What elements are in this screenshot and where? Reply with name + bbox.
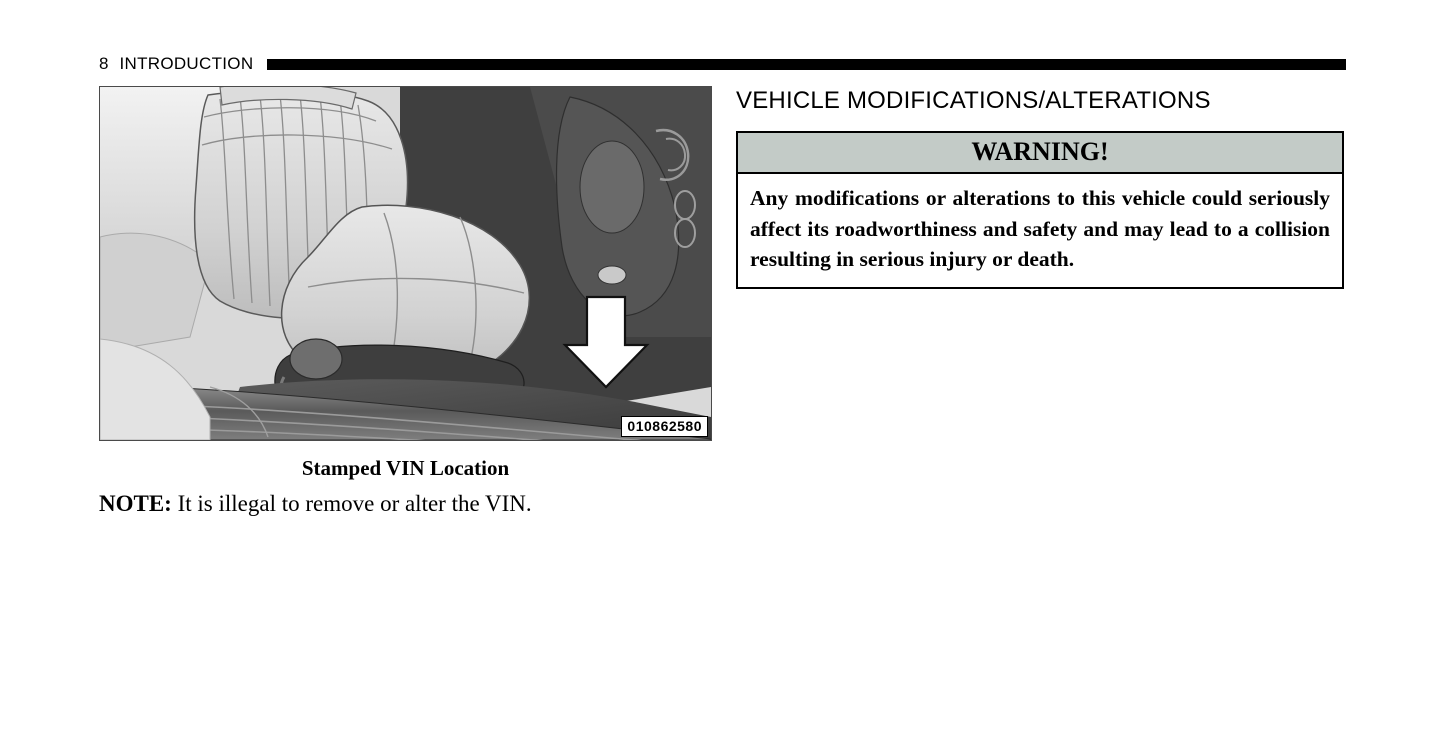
left-column [99, 86, 712, 518]
note-paragraph [99, 490, 712, 518]
note-label: NOTE: [99, 491, 172, 516]
warning-body: Any modifications or alterations to this vehicle could seriously affect its roadworthiness and safety and may lead to a collision resulting in serious injury or death. [750, 186, 1330, 271]
header-rule [267, 59, 1346, 70]
figure-caption: Stamped VIN Location [301, 456, 510, 480]
page-title: INTRODUCTION [119, 54, 254, 73]
figure-id-label: 010862580 [621, 416, 708, 437]
page-number: 8 [99, 54, 109, 73]
note-text: It is illegal to remove or alter the VIN. [177, 491, 532, 516]
section-heading-vehicle-modifications: VEHICLE MODIFICATIONS/ALTERATIONS [736, 87, 1211, 114]
figure-stamped-vin-location [99, 86, 712, 441]
warning-box [736, 131, 1344, 289]
car-interior-illustration [100, 87, 711, 440]
page-header [99, 52, 1346, 76]
warning-title: WARNING! [738, 133, 1342, 174]
right-column [736, 86, 1346, 289]
